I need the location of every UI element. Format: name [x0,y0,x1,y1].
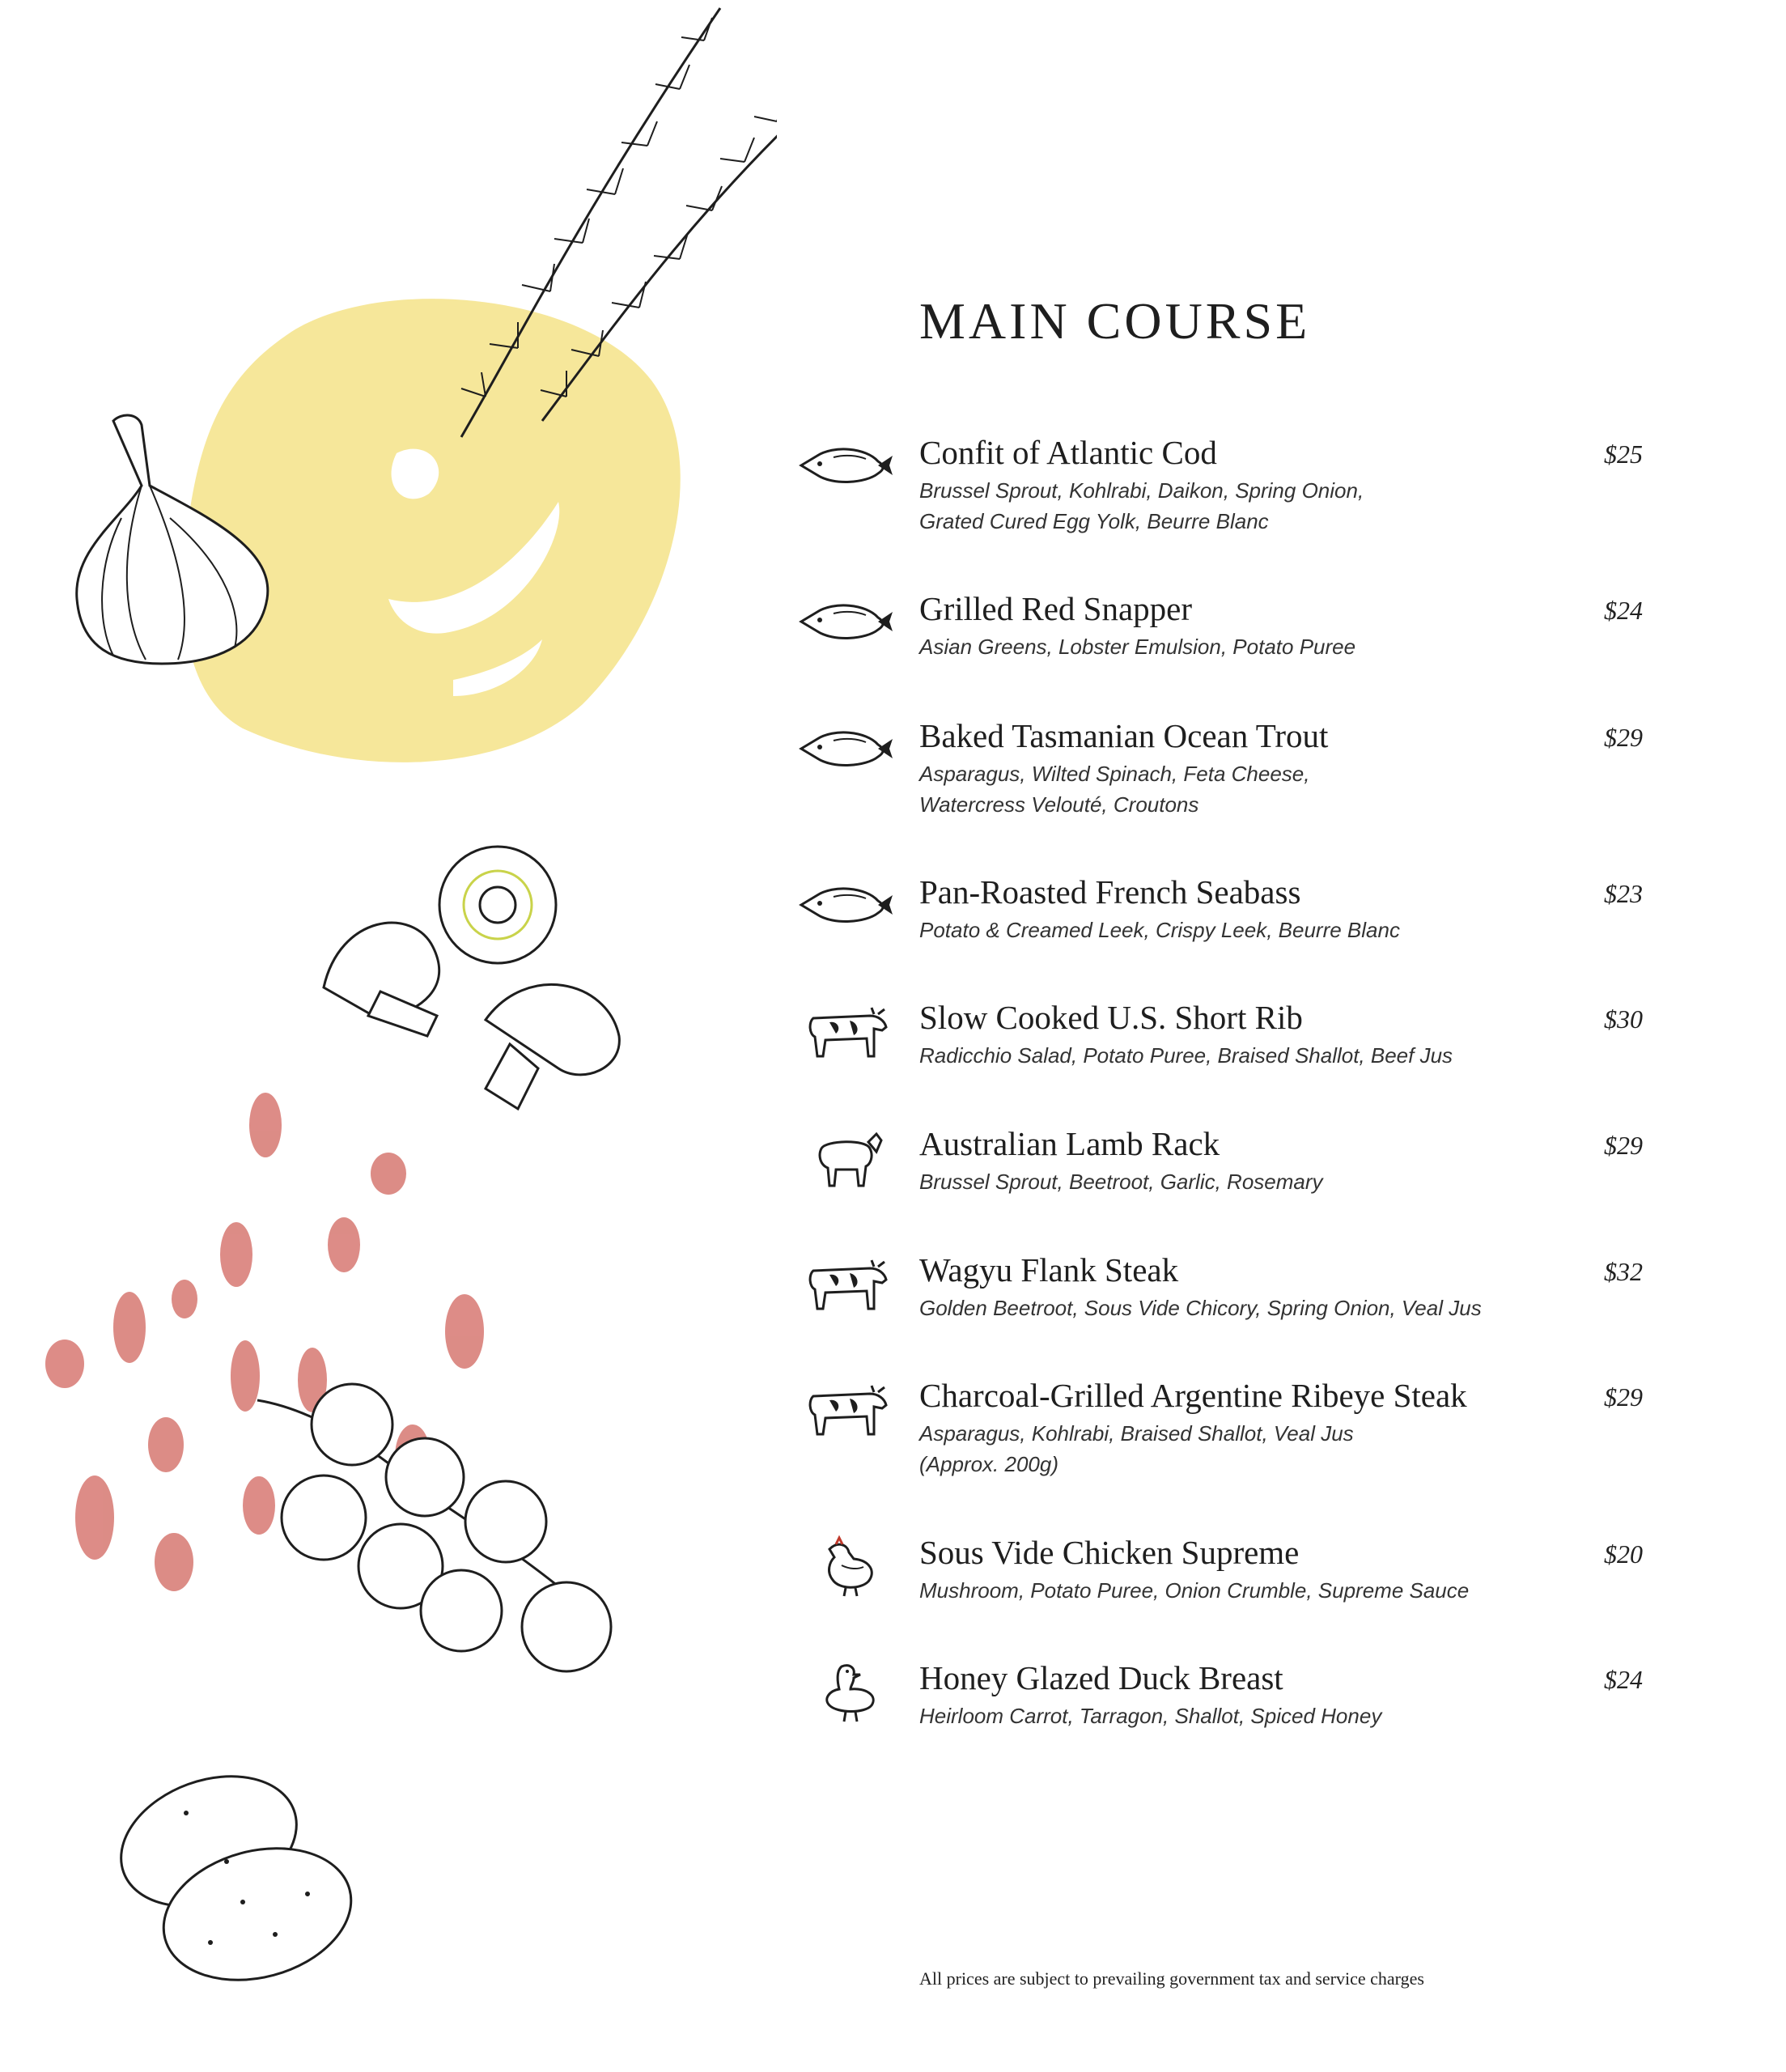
dish-name: Grilled Red Snapper [919,590,1193,627]
dish-description: Asparagus, Wilted Spinach, Feta Cheese, Watercress Velouté, Croutons [919,762,1310,817]
cow-icon [797,998,894,1063]
dish-price: $24 [1604,596,1643,625]
footnote: All prices are subject to prevailing government tax and service charges [919,1968,1424,1989]
cow-icon [797,1250,894,1315]
dish-description: Radicchio Salad, Potato Puree, Braised Shallot, Beef Jus [919,1043,1453,1068]
dish-price: $29 [1604,1131,1643,1160]
dish-name: Confit of Atlantic Cod [919,434,1217,471]
mushrooms-illustration [324,847,619,1109]
dish-price: $20 [1604,1539,1643,1569]
dish-description: Mushroom, Potato Puree, Onion Crumble, Supreme Sauce [919,1578,1470,1603]
potatoes-illustration [103,1753,366,2000]
dish-name: Honey Glazed Duck Breast [919,1659,1283,1696]
fish-icon [797,716,894,781]
dish-description: Asian Greens, Lobster Emulsion, Potato Puree [919,635,1356,659]
dish-description: Potato & Creamed Leek, Crispy Leek, Beurre Blanc [919,918,1400,942]
dish-price: $29 [1604,1382,1643,1412]
dish-price: $29 [1604,723,1643,752]
dish-name: Pan-Roasted French Seabass [919,873,1301,911]
dish-name: Slow Cooked U.S. Short Rib [919,999,1303,1036]
yellow-blob [183,299,680,762]
fish-icon [797,433,894,498]
dish-description: Golden Beetroot, Sous Vide Chicory, Spring Onion, Veal Jus [919,1296,1482,1320]
dish-name: Charcoal-Grilled Argentine Ribeye Steak [919,1377,1467,1414]
dish-description: Heirloom Carrot, Tarragon, Shallot, Spiced Honey [919,1704,1382,1728]
dish-name: Wagyu Flank Steak [919,1251,1179,1289]
dish-name: Australian Lamb Rack [919,1125,1220,1162]
chicken-icon [797,1533,894,1598]
cherry-tomatoes-illustration [257,1384,611,1671]
dish-description: Brussel Sprout, Kohlrabi, Daikon, Spring Onion, Grated Cured Egg Yolk, Beurre Blanc [919,478,1364,533]
dish-price: $30 [1604,1004,1643,1034]
dish-name: Baked Tasmanian Ocean Trout [919,717,1329,754]
dish-description: Brussel Sprout, Beetroot, Garlic, Rosemary [919,1170,1323,1194]
cow-icon [797,1376,894,1441]
dish-price: $24 [1604,1665,1643,1694]
fish-icon [797,873,894,937]
duck-icon [797,1658,894,1723]
decorative-illustrations [0,0,777,2072]
lamb-icon [797,1124,894,1189]
fish-icon [797,589,894,654]
dish-name: Sous Vide Chicken Supreme [919,1534,1300,1571]
dish-price: $32 [1604,1257,1643,1286]
dish-price: $23 [1604,879,1643,908]
dish-description: Asparagus, Kohlrabi, Braised Shallot, Veal Jus (Approx. 200g) [919,1421,1354,1476]
dish-price: $25 [1604,439,1643,469]
page-title: MAIN COURSE [919,292,1311,350]
